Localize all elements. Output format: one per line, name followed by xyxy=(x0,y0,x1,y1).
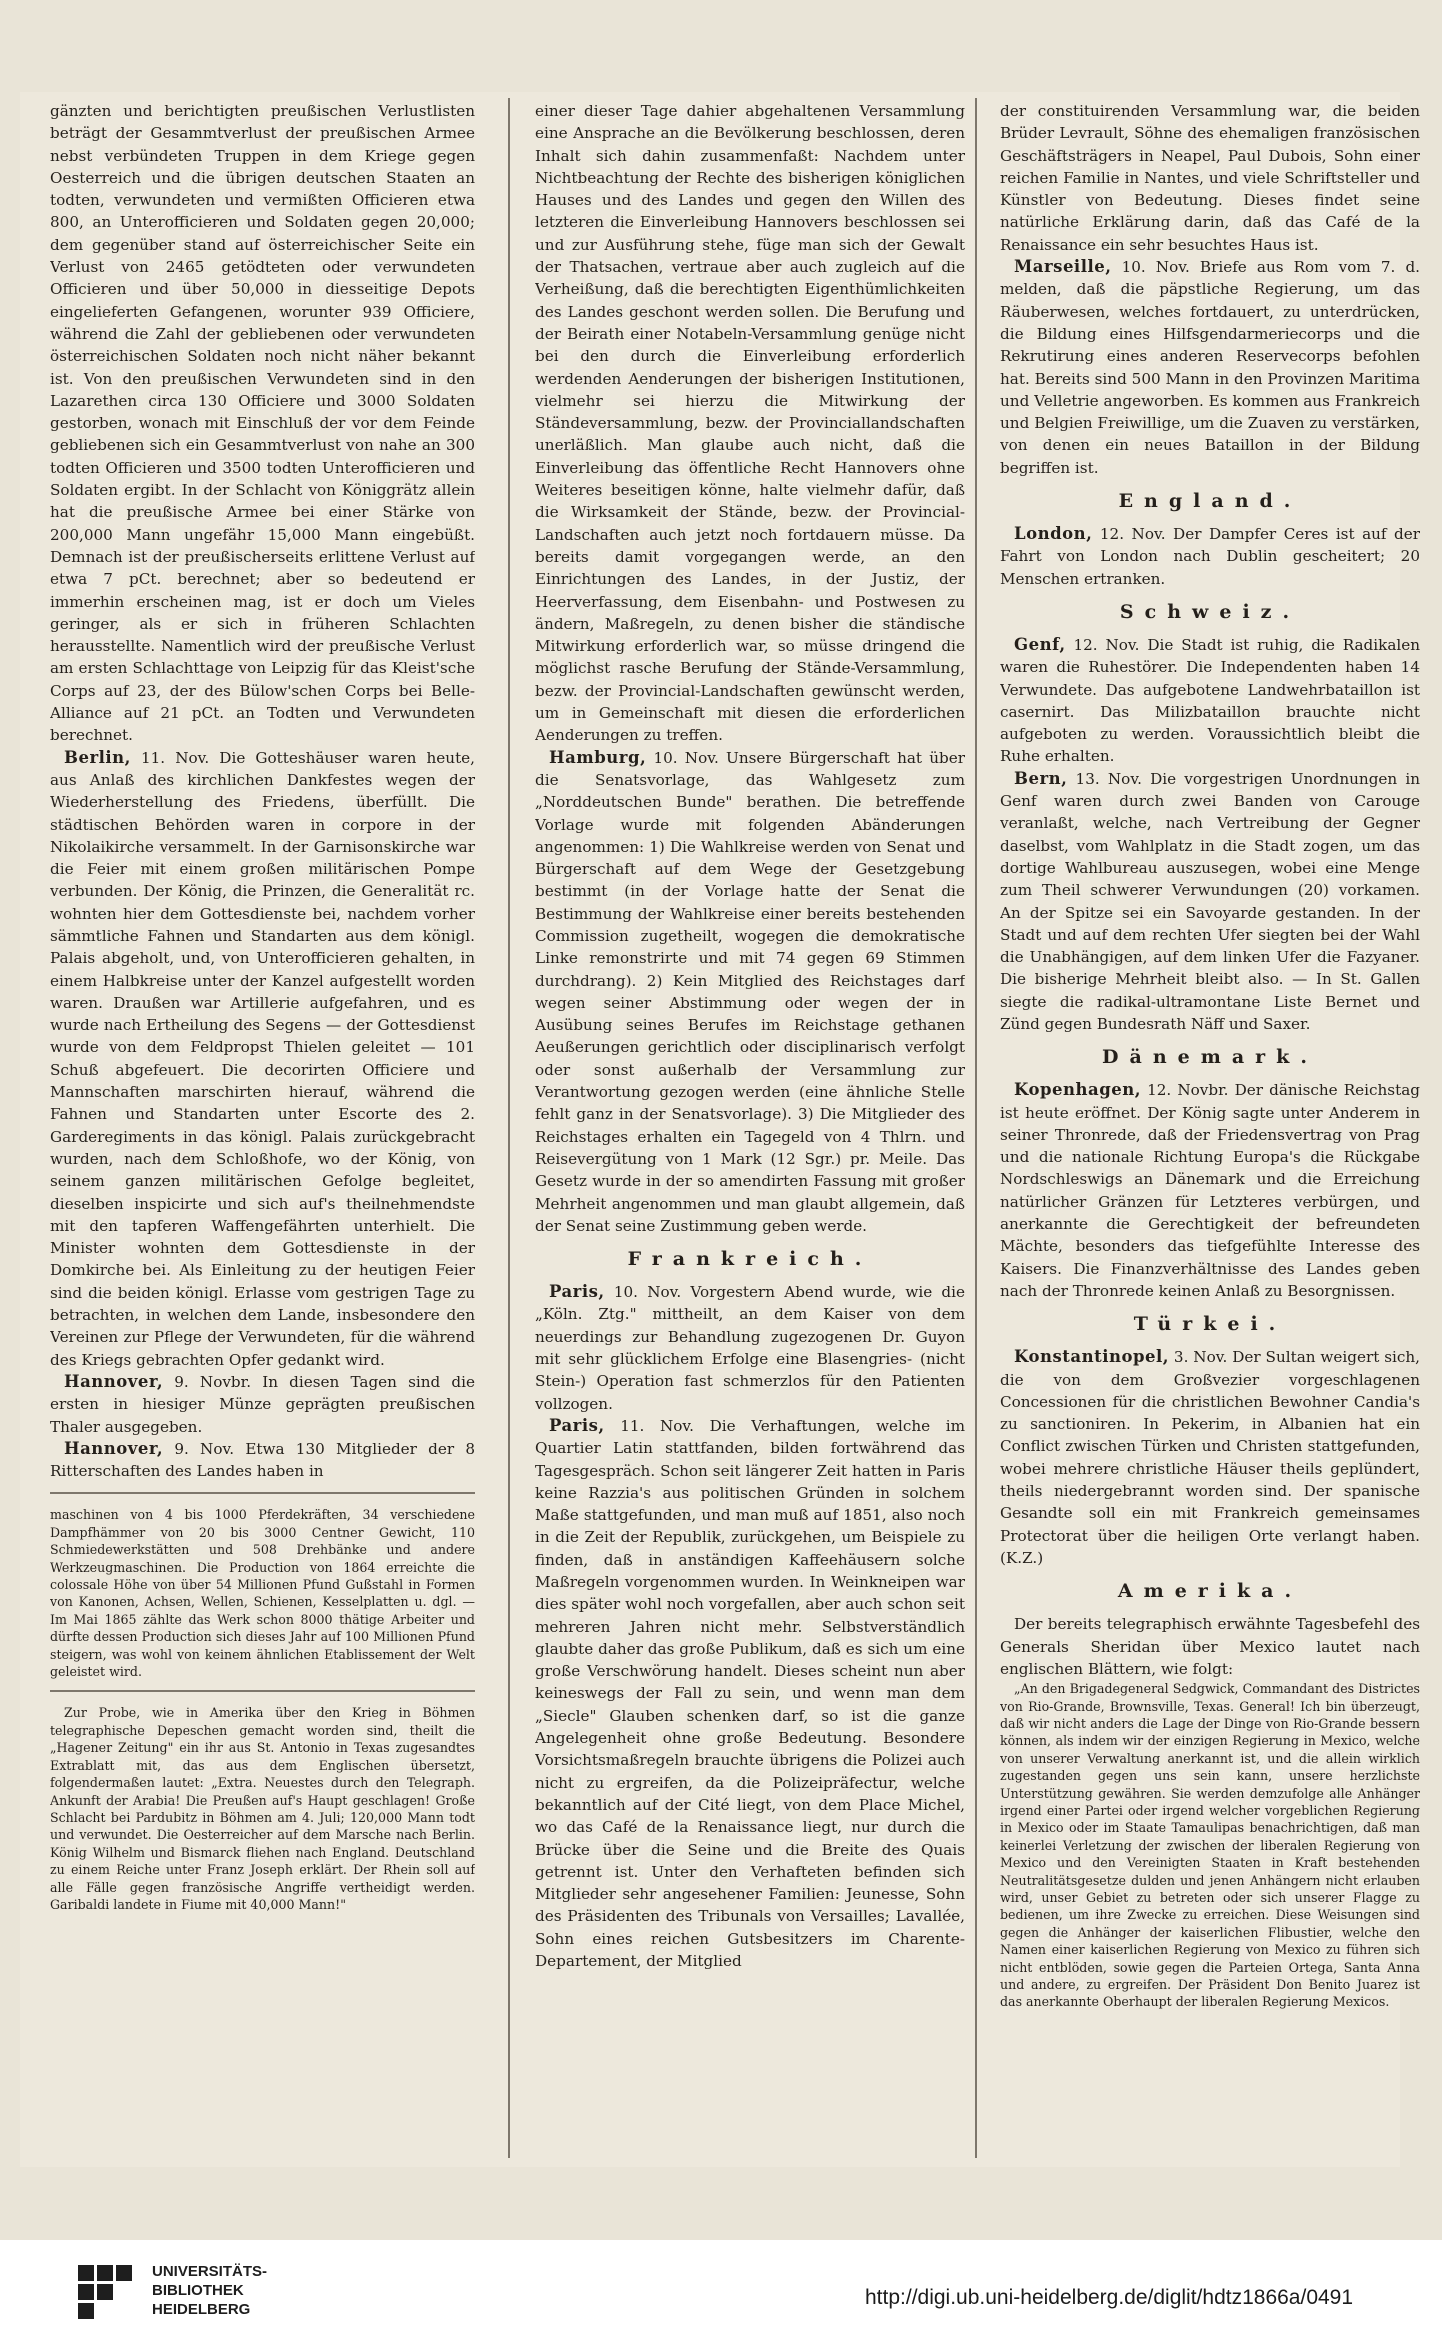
article-kopenhagen xyxy=(1000,1079,1420,1302)
article-hannover-1 xyxy=(50,1371,475,1438)
article-konstantinopel xyxy=(1000,1346,1420,1569)
article-hamburg xyxy=(535,747,965,1238)
section-heading-england: England. xyxy=(1118,490,1302,513)
article-text: 12. Novbr. Der dänische Reichstag ist heute eröffnet. Der König sagte unter Anderem in seiner Thronrede, daß der Friedensvertrag von Prag und die nationale Richtung Europa's die Rückgabe Nordschleswigs an Dänemark und die Erreichung natürlicher Gränzen für Letzteres verbürgen, und anerkannte die Gerechtigkeit der befreundeten Mächte, besonders das tiefgefühlte Interesse des Kaisers. Die Finanzverhältnisse des Landes geben nach der Thronrede keinen Anlaß zu Besorgnissen. xyxy=(1000,1081,1420,1300)
column-rule xyxy=(508,98,510,2158)
dateline-place: Bern, xyxy=(1014,768,1068,788)
section-divider xyxy=(50,1690,475,1692)
article-amerika-quote: „An den Brigadegeneral Sedgwick, Commandant des Districtes von Rio-Grande, Brownsville, Texas. General! Ich bin überzeugt, daß wir nicht anders die Lage der Dinge von Rio-Grande bessern können, als indem wir der einzigen Regierung in Mexico, welche von unserer Verwaltung anerkannt ist, und die allein wirklich zugestanden gegen uns sein kann, unsere herzlichste Unterstützung gewähren. Sie werden demzufolge alle Anhänger irgend einer Partei oder irgend welcher vorgeblichen Regierung in Mexico oder im Staate Tamaulipas benachrichtigen, daß man keinerlei Verletzung der zwischen der liberalen Regierung von Mexico und den Vereinigten Staaten in Kraft bestehenden Neutralitätsgesetze dulden und jenen Anhängern nicht erlauben wird, unser Gebiet zu betreten oder sich unserer Flagge zu bedienen, um ihre Zwecke zu erreichen. Diese Weisungen sind gegen die Anhänger der kaiserlichen Flibustier, welche den Namen einer kaiserlichen Regierung von Mexico zu führen sich nicht entblöden, sowie gegen die Parteien Ortega, Santa Anna und andere, zu ergreifen. Der Präsident Don Benito Juarez ist das anerkannte Oberhaupt der liberalen Regierung Mexicos. xyxy=(1000,1681,1420,2010)
dateline-place: Konstantinopel, xyxy=(1014,1347,1170,1367)
article-text: 11. Nov. Die Gotteshäuser waren heute, aus Anlaß des kirchlichen Dankfestes wegen der Wiederherstellung des Friedens, überfüllt. Die städtischen Behörden waren in corpore in der Nikolaikirche versammelt. In der Garnisonskirche war die Feier mit einem großen militärischen Pompe verbunden. Der König, die Prinzen, die Generalität rc. wohnten hier dem Gottesdienste bei, nachdem vorher sämmtliche Fahnen und Standarten aus dem königl. Palais abgeholt, und, von Unterofficieren gehalten, in einem Halbkreise unter der Kanzel aufgestellt worden waren. Draußen war Artillerie aufgefahren, und es wurde nach Ertheilung des Segens — der Gottesdienst wurde von dem Feldpropst Thielen geleitet — 101 Schuß abgefeuert. Die decorirten Officiere und Mannschaften marschirten hierauf, während die Fahnen und Standarten unter Escorte des 2. Garderegiments in das königl. Palais zurückgebracht wurden, nach dem Schloßhofe, wo der König, von seinem ganzen militärischen Gefolge begleitet, dieselben inspicirte und sich auf's theilnehmendste mit den tapferen Waffengefährten unterhielt. Die Minister wohnten dem Gottesdienste in der Domkirche bei. Als Einleitung zu der heutigen Feier sind die beiden königl. Erlasse vom gestrigen Tage zu betrachten, in welchen dem Lande, insbesondere den Vereinen zur Pflege der Verwundeten, für die während des Kriegs gebrachten Opfer gedankt wird. xyxy=(50,748,475,1369)
library-name-line: HEIDELBERG xyxy=(152,2301,251,2318)
article-paris-1 xyxy=(535,1281,965,1415)
article-text: 11. Nov. Die Verhaftungen, welche im Quartier Latin stattfanden, bilden fortwährend das Tagesgespräch. Schon seit längerer Zeit hatten in Paris keine Razzia's aus politischen Gründen in solchem Maße stattgefunden, und man muß auf 1851, also noch in die Zeit der Republik, zurückgehen, um Beispiele zu finden, daß in anständigen Kaffeehäusern solche Maßregeln vorgenommen wurden. In Weinkneipen war dies später wohl noch vorgefallen, aber auch schon seit mehreren Jahren nicht mehr. Selbstverständlich glaubte daher das große Publikum, daß es sich um eine große Verschwörung handelt. Dieses scheint nun aber keineswegs der Fall zu sein, und wenn man dem „Siecle" Glauben schenken darf, so ist die ganze Angelegenheit ohne große Bedeutung. Besondere Vorsichtsmaßregeln brauchte übrigens die Polizei auch nicht zu ergreifen, da die Polizeipräfectur, welche bekanntlich auf der Cité liegt, von dem Place Michel, wo das Café de la Renaissance liegt, nur durch die Brücke über die Seine und die Breite des Quais getrennt ist. Unter den Verhafteten befinden sich Mitglieder sehr angesehener Familien: Jeunesse, Sohn des Präsidenten des Tribunals von Versailles; Lavallée, Sohn eines reichen Gutsbesitzers im Charente-Departement, der Mitglied xyxy=(535,1416,965,1971)
article-berlin xyxy=(50,747,475,1371)
article-genf xyxy=(1000,634,1420,768)
dateline-place: Hannover, xyxy=(64,1438,164,1458)
column-1 xyxy=(50,100,475,2160)
dateline-place: Genf, xyxy=(1014,634,1066,654)
article-text: 10. Nov. Vorgestern Abend wurde, wie die „Köln. Ztg." mittheilt, an dem Kaiser von dem neuerdings zur Behandlung zugezogenen Dr. Guyon mit sehr glücklichem Erfolge eine Blasengries- (nicht Stein-) Operation fast schmerzlos für den Patienten vollzogen. xyxy=(535,1283,965,1413)
column-rule xyxy=(975,98,977,2158)
section-divider xyxy=(50,1492,475,1494)
article-hannover-2 xyxy=(50,1438,475,1483)
article-text: der constituirenden Versammlung war, die beiden Brüder Levrault, Söhne des ehemaligen französischen Geschäftsträgers in Neapel, Paul Dubois, Sohn einer reichen Familie in Nantes, und viele Schriftsteller und Künstler von Bedeutung. Dieses findet seine natürliche Erklärung darin, daß das Café de la Renaissance ein sehr besuchtes Haus ist. xyxy=(1000,102,1420,254)
dateline-place: Hannover, xyxy=(64,1371,164,1391)
dateline-place: Paris, xyxy=(549,1282,605,1302)
article-text: 10. Nov. Unsere Bürgerschaft hat über die Senatsvorlage, das Wahlgesetz zum „Norddeutschen Bunde" berathen. Die betreffende Vorlage wurde mit folgenden Abänderungen angenommen: 1) Die Wahlkreise werden von Senat und Bürgerschaft auf dem Wege der Gesetzgebung bestimmt (in der Vorlage hatte der Senat die Bestimmung der Wahlkreise einer bereits bestehenden Commission zugetheilt, wogegen die demokratische Linke remonstrirte und mit 74 gegen 69 Stimmen durchdrang). 2) Kein Mitglied des Reichstages darf wegen seiner Abstimmung oder wegen der in Ausübung seines Berufes im Reichstage gethanen Aeußerungen gerichtlich oder disciplinarisch verfolgt oder sonst außerhalb der Versammlung zur Verantwortung gezogen werden (eine ähnliche Stelle fehlt ganz in der Senatsvorlage). 3) Die Mitglieder des Reichstages erhalten ein Tagegeld von 4 Thlrn. und Reisevergütung von 1 Mark (12 Sgr.) pr. Meile. Das Gesetz wurde in der so amendirten Fassung mit großer Mehrheit angenommen und man glaubt allgemein, daß der Senat seine Zustimmung geben werde. xyxy=(535,748,965,1235)
article-paris-2 xyxy=(535,1415,965,1972)
dateline-place: Berlin, xyxy=(64,747,131,767)
feuilleton-text: Zur Probe, wie in Amerika über den Krieg in Böhmen telegraphische Depeschen gemacht worden sind, theilt die „Hagener Zeitung" ein ihr aus St. Antonio in Texas zugesandtes Extrablatt mit, das aus dem Englischen übersetzt, folgendermaßen lautet: „Extra. Neuestes durch den Telegraph. Ankunft der Arabia! Die Preußen auf's Haupt geschlagen! Große Schlacht bei Pardubitz in Böhmen am 4. Juli; 120,000 Mann todt und verwundet. Die Oesterreicher auf dem Marsche nach Berlin. König Wilhelm und Bismarck fliehen nach England. Deutschland zu einem Reiche unter Franz Joseph erklärt. Der Rhein soll auf alle Fälle gegen französische Angriffe vertheidigt werden. Garibaldi landete in Fiume mit 40,000 Mann!" xyxy=(50,1705,475,1912)
article-text: 9. Nov. Etwa 130 Mitglieder der 8 Ritterschaften des Landes haben in xyxy=(50,1439,475,1481)
column-2 xyxy=(535,100,965,2160)
article-text: 10. Nov. Briefe aus Rom vom 7. d. melden, daß die päpstliche Regierung, um das Räuberwesen, welches fortdauert, zu unterdrücken, die Bildung eines Hilfsgendarmeriecorps und die Rekrutirung eines anderen Reservecorps befohlen hat. Bereits sind 500 Mann in den Provinzen Maritima und Velletrie angeworben. Es kommen aus Frankreich und Belgien Freiwillige, um die Zuaven zu verstärken, von denen ein neues Bataillon in der Bildung begriffen ist. xyxy=(1000,258,1420,477)
article-amerika: Der bereits telegraphisch erwähnte Tagesbefehl des Generals Sheridan über Mexico lautet nach englischen Blättern, wie folgt: xyxy=(1000,1615,1420,1678)
article-text: 9. Novbr. In diesen Tagen sind die ersten in hiesiger Münze geprägten preußischen Thaler ausgegeben. xyxy=(50,1372,475,1436)
article-text: 13. Nov. Die vorgestrigen Unordnungen in Genf waren durch zwei Banden von Carouge veranlaßt, welche, nach Vertreibung der Gegner daselbst, vom Wahlplatz in die Stadt zogen, um das dortige Wahlbureau auszusegen, wobei eine Menge zum Theil schwerer Verwundungen (20) vorkamen. An der Spitze sei ein Savoyarde gestanden. In der Stadt und auf dem rechten Ufer siegten bei der Wahl die Unabhängigen, auf dem linken Ufer die Fazyaner. Die bisherige Mehrheit bleibt also. — In St. Gallen siegte die radikal-ultramontane Liste Bernet und Zünd gegen Bundesrath Näff und Saxer. xyxy=(1000,769,1420,1033)
section-heading-daenemark: Dänemark. xyxy=(1102,1046,1318,1069)
library-name-line: UNIVERSITÄTS- xyxy=(152,2263,268,2280)
library-name xyxy=(152,2262,267,2319)
library-logo-icon xyxy=(78,2265,132,2319)
column-3 xyxy=(1000,100,1420,2160)
dateline-place: Marseille, xyxy=(1014,257,1112,277)
section-heading-amerika: Amerika. xyxy=(1117,1580,1303,1603)
article-text: 3. Nov. Der Sultan weigert sich, die von dem Großvezier vorgeschlagenen Concessionen für die christlichen Bewohner Candia's zu sanctioniren. In Pekerim, in Albanien hat ein Conflict zwischen Türken und Christen stattgefunden, wobei mehrere christliche Häuser theils geplündert, theils niedergebrannt worden sind. Der spanische Gesandte soll ein mit Frankreich gemeinsames Protectorat über die heiligen Orte verlangt haben. (K.Z.) xyxy=(1000,1348,1420,1567)
newspaper-page xyxy=(20,92,1420,2167)
source-url-link[interactable]: http://digi.ub.uni-heidelberg.de/diglit/hdtz1866a/0491 xyxy=(865,2286,1354,2309)
article-text: 12. Nov. Die Stadt ist ruhig, die Radikalen waren die Ruhestörer. Die Independenten haben 14 Verwundete. Das aufgebotene Landwehrbataillon ist casernirt. Das Milizbataillon brauchte nicht aufgeboten zu werden. Voraussichtlich bleibt die Ruhe erhalten. xyxy=(1000,635,1420,766)
dateline-place: Kopenhagen, xyxy=(1014,1080,1141,1100)
article-text: einer dieser Tage dahier abgehaltenen Versammlung eine Ansprache an die Bevölkerung beschlossen, deren Inhalt sich dahin zusammenfaßt: Nachdem unter Nichtbeachtung der Rechte des bisherigen königlichen Hauses und des Landes und gegen den Willen des letzteren die Einverleibung Hannovers beschlossen sei und zur Ausführung stehe, füge man sich der Gewalt der Thatsachen, vertraue aber auch zugleich auf die Verheißung, daß die berechtigten Eigenthümlichkeiten des Landes geschont werden sollen. Die Berufung und der Beirath einer Notabeln-Versammlung genüge nicht bei den durch die Einverleibung erforderlich werdenden Aenderungen der bisherigen Institutionen, vielmehr sei hierzu die Mitwirkung der Ständeversammlung, bezw. der Provinciallandschaften unerläßlich. Man glaube auch nicht, daß die Einverleibung das öffentliche Recht Hannovers ohne Weiteres beseitigen könne, halte vielmehr dafür, daß die Wirksamkeit der Stände, bezw. der Provincial-Landschaften auch jetzt noch fortdauern müsse. Da bereits damit vorgegangen werde, an den Einrichtungen des Landes, in der Justiz, der Heerverfassung, dem Eisenbahn- und Postwesen zu ändern, Maßregeln, zu denen bisher die ständische Mitwirkung erforderlich war, so müsse dringend die möglichst rasche Berufung der Stände-Versammlung, bezw. der Provincial-Landschaften gewünscht werden, um in Gemeinschaft mit diesen die erforderlichen Aenderungen zu treffen. xyxy=(535,102,965,745)
article-marseille xyxy=(1000,256,1420,479)
article-text: 12. Nov. Der Dampfer Ceres ist auf der Fahrt von London nach Dublin gescheitert; 20 Menschen ertranken. xyxy=(1000,525,1420,588)
article-text: gänzten und berichtigten preußischen Verlustlisten beträgt der Gesammtverlust der preußischen Armee nebst verbündeten Truppen in dem Kriege gegen Oesterreich und die übrigen deutschen Staaten an todten, verwundeten und vermißten Officieren etwa 800, an Unterofficieren und Soldaten gegen 20,000; dem gegenüber stand auf österreichischer Seite ein Verlust von 2465 getödteten oder verwundeten Officieren und über 50,000 in diesseitige Depots eingelieferten Gefangenen, worunter 939 Officiere, während die Zahl der gebliebenen oder verwundeten österreichischen Soldaten noch nicht näher bekannt ist. Von den preußischen Verwundeten sind in den Lazarethen circa 130 Officiere und 3000 Soldaten gestorben, wonach mit Einschluß der vor dem Feinde gebliebenen sich ein Gesammtverlust von nahe an 300 todten Officieren und 3500 todten Unterofficieren und Soldaten ergibt. In der Schlacht von Königgrätz allein hat die preußische Armee bei einer Stärke von 200,000 Mann ungefähr 15,000 Mann eingebüßt. Demnach ist der preußischerseits erlittene Verlust auf etwa 7 pCt. berechnet; aber so bedeutend er immerhin erscheinen mag, ist er doch um Vieles geringer, als er sich in früheren Schlachten herausstellte. Namentlich wird der preußische Verlust am ersten Schlachttage von Leipzig für das Kleist'sche Corps auf 23, der des Bülow'schen Corps bei Belle-Alliance auf 21 pCt. an Todten und Verwundeten berechnet. xyxy=(50,102,475,745)
section-heading-schweiz: Schweiz. xyxy=(1119,600,1301,623)
section-heading-tuerkei: Türkei. xyxy=(1133,1313,1287,1336)
article-bern xyxy=(1000,768,1420,1036)
dateline-place: Hamburg, xyxy=(549,747,647,767)
library-name-line: BIBLIOTHEK xyxy=(152,2282,244,2299)
feuilleton-text: maschinen von 4 bis 1000 Pferdekräften, 34 verschiedene Dampfhämmer von 20 bis 3000 Centner Gewicht, 110 Schmiedewerkstätten und 508 Drehbänke und andere Werkzeugmaschinen. Die Production von 1864 erreichte die colossale Höhe von über 54 Millionen Pfund Gußstahl in Formen von Kanonen, Achsen, Wellen, Schienen, Kesselplatten u. dgl. — Im Mai 1865 zählte das Werk schon 8000 thätige Arbeiter und dürfte dessen Production sich dieses Jahr auf 100 Millionen Pfund steigern, was wohl von keinem ähnlichen Etablissement der Welt geleistet wird. xyxy=(50,1507,475,1680)
article-london xyxy=(1000,523,1420,590)
dateline-place: Paris, xyxy=(549,1415,605,1435)
dateline-place: London, xyxy=(1014,524,1093,544)
section-heading-frankreich: Frankreich. xyxy=(627,1248,873,1271)
